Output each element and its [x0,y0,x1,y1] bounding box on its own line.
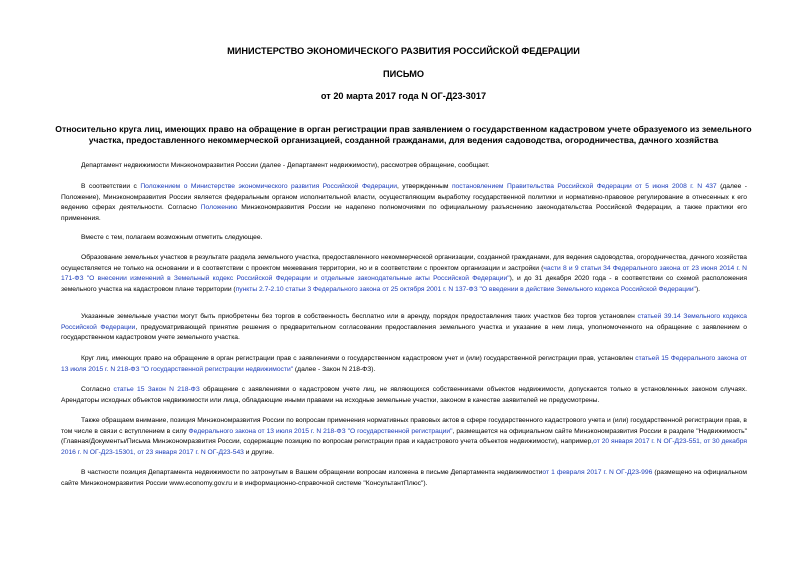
link-regulation[interactable]: Положением о Министерстве экономического развития Российской Федерации [140,183,397,190]
text-run: (размещено на официальном сайте Минэкономразвития России www.economy.gov.ru и в информационно-справочной системе "КонсультантПлюс"). [61,469,747,487]
link-ministry-letters[interactable]: от 20 января 2017 г. N ОГ-Д23-551, от 30 декабря 2016 г. N ОГ-Д23-15301, от 23 января 2017 г. N ОГ-Д23-543 [61,438,747,456]
link-law-137[interactable]: пункты 2.7-2.10 статьи 3 Федерального закона от 25 октября 2001 г. N 137-ФЗ "О введении в действие Земельного кодекса Российской Федерации" [235,285,696,293]
text-run: , утвержденным [396,183,452,190]
text-run: ), и до 31 декабря 2020 года - в соответствии со схемой расположения земельного участка на кадастровом плане территории ( [61,275,747,293]
link-letter-og-d23-996[interactable]: от 1 февраля 2017 г. N ОГ-Д23-996 [542,469,653,476]
text-run: В частности позиция Департамента недвижимости по затронутым в Вашем обращении вопросам изложена в письме Департамента недвижимости [81,469,543,476]
paragraph-6 [61,354,747,375]
text-run: (далее - Закон N 218-ФЗ). [293,365,376,373]
document-type: ПИСЬМО [382,69,425,79]
paragraph-3: Вместе с тем, полагаем возможным отметить следующее. [81,234,263,241]
text-run: Образование земельных участков в результате раздела земельного участка, предоставленного некоммерческой организации, созданной гражданами, для ведения садоводства, огородничества, дачного хозяйства осуществляется не только на основании и в соответствии с проектом межевания территории, но и в соответствии с проектом организации и застройки ( [61,254,747,272]
text-run: Указанные земельные участки могут быть приобретены без торгов в собственность бесплатно или в аренду, порядок предоставления таких участков без торгов установлен [81,313,638,320]
link-land-code-39-14[interactable]: статьей 39.14 Земельного кодекса Российской Федерации [61,313,748,331]
paragraph-7 [61,385,747,406]
paragraph-5 [61,312,747,344]
text-run: , размещается на официальном сайте Минэкономразвития России в разделе "Недвижимость" (Главная/Документы/Письма Минэкономразвития России, содержащие позицию по вопросам регистрации прав и кадастрового учета объектов недвижимости), например, [61,427,747,446]
link-law-171[interactable]: части 8 и 9 статьи 34 Федерального закона от 23 июня 2014 г. N 171-ФЗ "О внесении изменений в Земельный кодекс Российской Федерации и отдельные законодательные акты Российской Федерации" [61,264,747,283]
paragraph-9 [61,468,747,489]
document-title: Относительно круга лиц, имеющих право на обращение в орган регистрации прав заявлением о государственном кадастровом учете образуемого из земельного участка, предоставленного некоммерческой организацией, созданной гражданами, для ведения садоводства, огородничества, дачного хозяйства [55,124,752,145]
paragraph-4 [61,253,747,295]
link-law-218[interactable]: Федерального закона от 13 июля 2015 г. N 218-ФЗ "О государственной регистрации" [188,427,453,435]
text-run: ). [695,285,701,293]
paragraph-2 [61,182,747,224]
text-run: и другие. [243,448,274,456]
text-run: , предусматривающей принятие решения о предварительном согласовании предоставления земельного участка и указание в нем лица, уполномоченного на обращение с заявлением о государственном кадастровом учете земельного участка. [61,323,747,342]
link-regulation-short[interactable]: Положению [200,204,238,212]
link-law-218-article[interactable]: статье 15 Закон N 218-ФЗ [113,386,200,393]
text-run: Минэкономразвития России не наделено полномочиями по официальному разъяснению законодательства Российской Федерации, а также практики его применения. [61,204,747,222]
text-run: Также обращаем внимание, позиция Минэкономразвития России по вопросам применения нормативных правовых актов в сфере государственного кадастрового учета и (или) государственной регистрации прав, в том числе в связи с вступлением в силу [61,417,747,435]
text-run: В соответствии с [81,183,141,190]
link-law-218-art15[interactable]: статьей 15 Федерального закона от 13 июля 2015 г. N 218-ФЗ "О государственной регистрации недвижимости" [61,355,747,373]
paragraph-1: Департамент недвижимости Минэкономразвития России (далее - Департамент недвижимости), рассмотрев обращение, сообщает. [81,162,490,169]
ministry-heading: МИНИСТЕРСТВО ЭКОНОМИЧЕСКОГО РАЗВИТИЯ РОССИЙСКОЙ ФЕДЕРАЦИИ [227,46,580,56]
document-date-number: от 20 марта 2017 года N ОГ-Д23-3017 [320,91,487,101]
paragraph-8 [61,416,747,458]
text-run: (далее - Положение), Минэкономразвития России является федеральным органом исполнительной власти, осуществляющим выработку государственной политики и нормативно-правовое регулирование в отнесенных к его ведению сферах деятельности. Согласно [61,183,747,212]
text-run: Согласно [81,386,114,393]
text-run: обращение с заявлениями о кадастровом учете лиц, не являющихся собственниками объектов недвижимости, допускается только в установленных законом случаях. Арендаторы исходных объектов недвижимости или лица, обладающие иными правами на исходные земельные участки, законом в качестве заявителей не предусмотрены. [61,386,747,404]
link-government-decree[interactable]: постановлением Правительства Российской Федерации от 5 июня 2008 г. N 437 [451,183,717,190]
text-run: Круг лиц, имеющих право на обращение в орган регистрации прав с заявлениями о государственном кадастровом учет и (или) государственной регистрации прав, установлен [81,355,636,362]
